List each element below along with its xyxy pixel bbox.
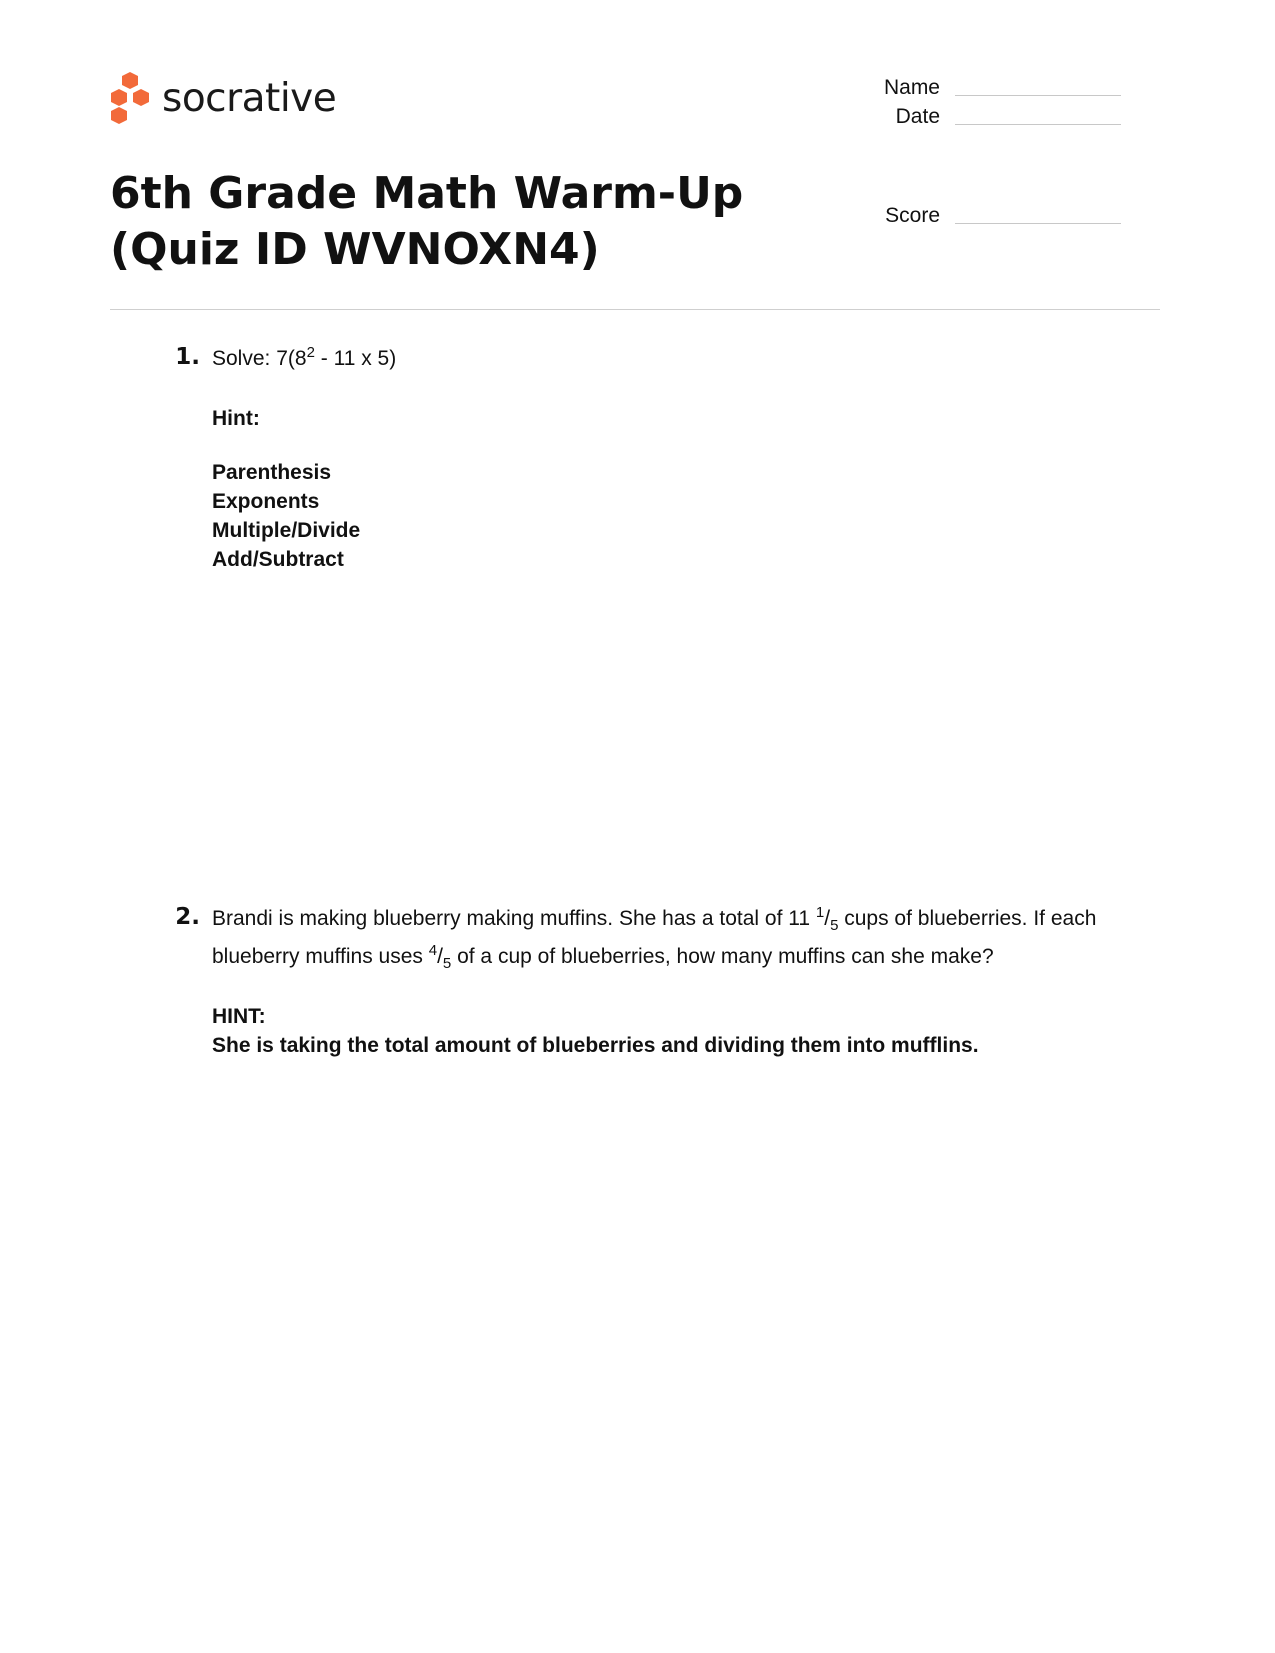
date-line[interactable]	[955, 124, 1121, 125]
hint-text: She is taking the total amount of blueberries and dividing them into mufflins.	[212, 1034, 979, 1057]
hint-item: Multiple/Divide	[212, 519, 361, 542]
question-prompt: Brandi is making blueberry making muffins. She has a total of 11 $^1/_5$ cups of blueberries. If each blueberry muffins uses $^4/_5$ of a cup of blueberries, how many muffins can she make?	[212, 904, 1097, 973]
date-field[interactable]	[830, 105, 1121, 129]
question-body	[212, 900, 1112, 1060]
hint-label: Hint:	[212, 407, 260, 430]
name-field[interactable]	[830, 76, 1121, 100]
hint-list	[212, 458, 1112, 574]
page-title: 6th Grade Math Warm-Up (Quiz ID WVNOXN4)	[110, 168, 744, 275]
hint-item: Exponents	[212, 490, 320, 513]
score-line[interactable]	[955, 223, 1121, 224]
question-number: 2.	[175, 904, 200, 930]
hint-item: Parenthesis	[212, 461, 332, 484]
question-prompt: Solve: $7(8^2 - 11$ x 5)	[212, 344, 397, 370]
name-label: Name	[883, 76, 940, 99]
hint-label: HINT:	[212, 1005, 266, 1028]
date-label: Date	[895, 105, 940, 128]
header-divider	[110, 309, 1160, 310]
brand-name: socrative	[162, 75, 337, 121]
socrative-logo	[110, 72, 336, 124]
question-number: 1.	[175, 344, 200, 370]
score-label: Score	[885, 204, 940, 227]
question-body	[212, 340, 1112, 574]
hint-item: Add/Subtract	[212, 548, 344, 571]
name-line[interactable]	[955, 95, 1121, 96]
hexagon-cluster-icon	[110, 72, 150, 124]
score-field[interactable]	[830, 204, 1121, 228]
